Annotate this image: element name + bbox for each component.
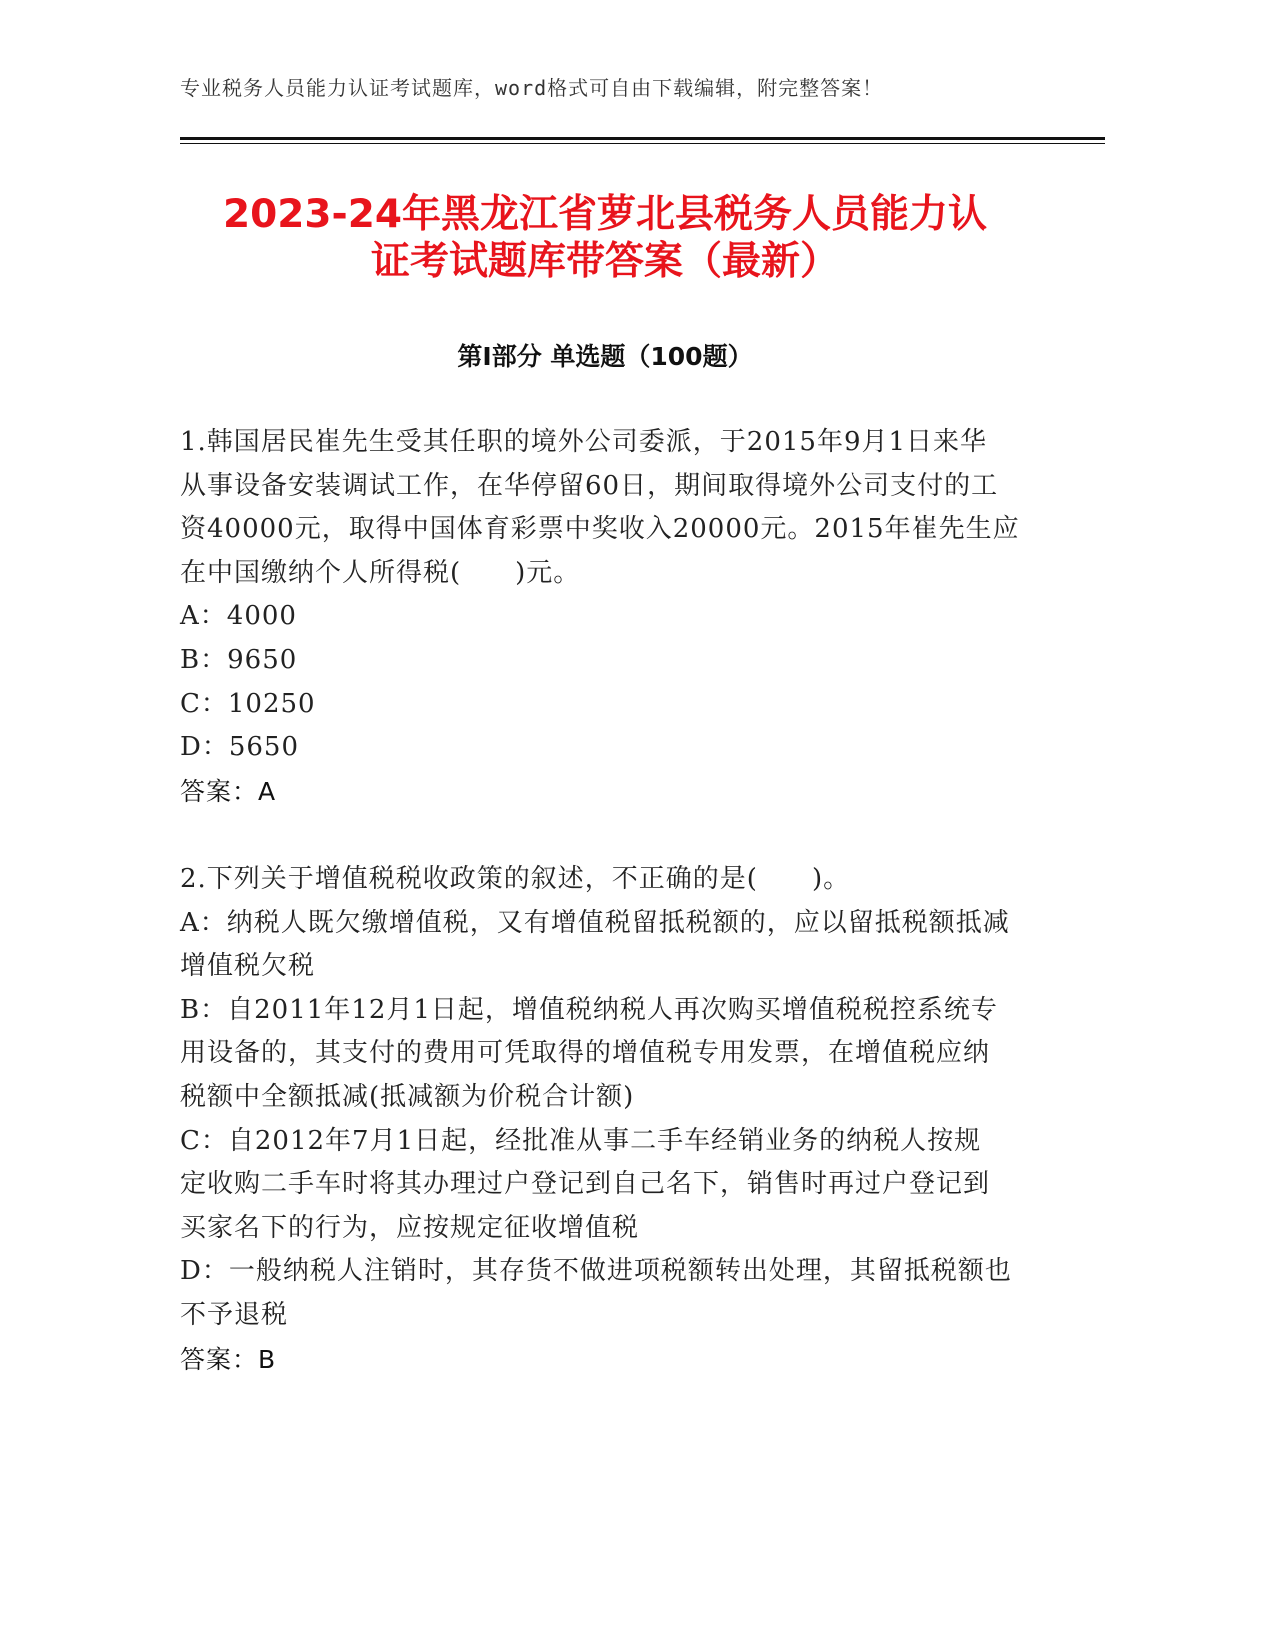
title-line-1: 2023-24年黑龙江省萝北县税务人员能力认 [222, 192, 987, 237]
option-line: D：5650 [180, 732, 300, 763]
option-b [180, 639, 1040, 683]
option-line: 买家名下的行为，应按规定征收增值税 [180, 1212, 640, 1243]
question-2 [180, 858, 1040, 1381]
stem-line: 从事设备安装调试工作，在华停留60日，期间取得境外公司支付的工 [180, 470, 999, 501]
option-line: 用设备的，其支付的费用可凭取得的增值税专用发票，在增值税应纳 [180, 1038, 991, 1069]
option-line: C：自2012年7月1日起，经批准从事二手车经销业务的纳税人按规 [180, 1125, 982, 1156]
option-line: A：4000 [180, 601, 297, 632]
option-line: B：自2011年12月1日起，增值税纳税人再次购买增值税税控系统专 [180, 994, 998, 1025]
option-line: D：一般纳税人注销时，其存货不做进项税额转出处理，其留抵税额也 [180, 1256, 1012, 1287]
stem-line: 资40000元，取得中国体育彩票中奖收入20000元。2015年崔先生应 [180, 514, 1020, 545]
question-stem [180, 858, 1040, 902]
header-note: 专业税务人员能力认证考试题库，word格式可自由下载编辑，附完整答案！ [180, 76, 884, 100]
stem-line: 2.下列关于增值税税收政策的叙述，不正确的是( )。 [180, 864, 851, 894]
option-a [180, 902, 1040, 989]
title-line-2: 证考试题库带答案（最新） [370, 239, 839, 284]
question-1 [180, 421, 1040, 813]
option-b [180, 989, 1040, 1120]
option-d [180, 726, 1040, 770]
stem-line: 1.韩国居民崔先生受其任职的境外公司委派，于2015年9月1日来华 [180, 427, 988, 457]
option-d [180, 1250, 1040, 1337]
option-line: 增值税欠税 [180, 951, 316, 982]
section-heading: 第Ⅰ部分 单选题（100题） [457, 342, 753, 371]
option-line: 不予退税 [180, 1299, 289, 1330]
header-rule-thin [180, 143, 1105, 144]
question-stem [180, 421, 1040, 595]
option-a [180, 595, 1040, 639]
document-title [180, 191, 1030, 285]
answer-line: 答案：B [180, 1344, 277, 1374]
header-rule-thick [180, 137, 1105, 140]
stem-line: 在中国缴纳个人所得税( )元。 [180, 557, 581, 588]
option-line: C：10250 [180, 688, 316, 719]
answer-line: 答案：A [180, 776, 277, 806]
option-line: 税额中全额抵减(抵减额为价税合计额) [180, 1081, 635, 1112]
option-line: 定收购二手车时将其办理过户登记到自己名下，销售时再过户登记到 [180, 1169, 991, 1200]
option-c [180, 683, 1040, 727]
option-line: A：纳税人既欠缴增值税，又有增值税留抵税额的，应以留抵税额抵减 [180, 907, 1010, 938]
option-c [180, 1120, 1040, 1251]
option-line: B：9650 [180, 644, 298, 675]
